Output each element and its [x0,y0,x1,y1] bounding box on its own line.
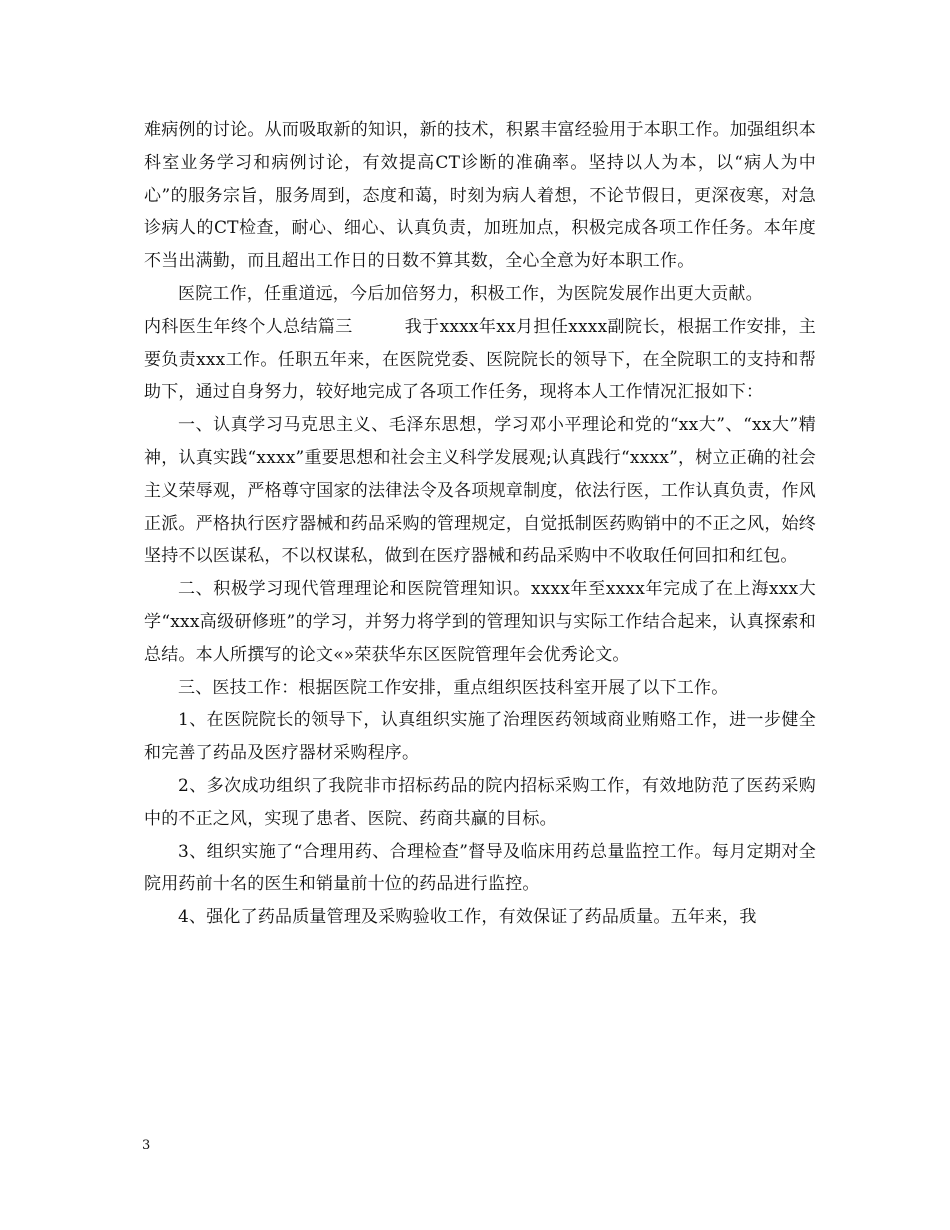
paragraph-10: 4、强化了药品质量管理及采购验收工作，有效保证了药品质量。五年来，我 [178,907,757,928]
page-number: 3 [142,1138,151,1153]
paragraph-9: 3、组织实施了“合理用药、合理检查”督导及临床用药总量监控工作。每月定期对全院用药前十名的医生和销量前十位的药品进行监控。 [144,841,816,895]
paragraph-4: 一、认真学习马克思主义、毛泽东思想，学习邓小平理论和党的“xx大”、“xx大”精神，认真实践“xxxx”重要思想和社会主义科学发展观;认真践行“xxxx”，树立正确的社会主义荣辱观，严格尊守国家的法律法令及各项规章制度，依法行医，工作认真负责，作风正派。严格执行医疗器械和药品采购的管理规定，自觉抵制医药购销中的不正之风，始终坚持不以医谋私，不以权谋私，做到在医疗器械和药品采购中不收取任何回扣和红包。 [144,415,816,567]
paragraph-5: 二、积极学习现代管理理论和医院管理知识。xxxx年至xxxx年完成了在上海xxx大学“xxx高级研修班”的学习，并努力将学到的管理知识与实际工作结合起来，认真探索和总结。本人所撰写的论文«»荣获华东区医院管理年会优秀论文。 [144,579,816,665]
document-body [144,114,816,934]
paragraph-6: 三、医技工作：根据医院工作安排，重点组织医技科室开展了以下工作。 [178,677,729,698]
paragraph-8: 2、多次成功组织了我院非市招标药品的院内招标采购工作，有效地防范了医药采购中的不正之风，实现了患者、医院、药商共赢的目标。 [144,775,816,829]
paragraph-3: 内科医生年终个人总结篇三 我于xxxx年xx月担任xxxx副院长，根据工作安排，主要负责xxx工作。任职五年来，在医院党委、医院院长的领导下，在全院职工的支持和帮助下，通过自身努力，较好地完成了各项工作任务，现将本人工作情况汇报如下： [144,316,816,403]
paragraph-1: 难病例的讨论。从而吸取新的知识，新的技术，积累丰富经验用于本职工作。加强组织本科室业务学习和病例讨论，有效提高CT诊断的准确率。坚持以人为本，以“病人为中心”的服务宗旨，服务周到，态度和蔼，时刻为病人着想，不论节假日，更深夜寒，对急诊病人的CT检查，耐心、细心、认真负责，加班加点，积极完成各项工作任务。本年度不当出满勤，而且超出工作日的日数不算其数，全心全意为好本职工作。 [144,120,816,272]
paragraph-7: 1、在医院院长的领导下，认真组织实施了治理医药领域商业贿赂工作，进一步健全和完善了药品及医疗器材采购程序。 [144,710,816,764]
paragraph-2: 医院工作，任重道远，今后加倍努力，积极工作，为医院发展作出更大贡献。 [178,283,763,304]
